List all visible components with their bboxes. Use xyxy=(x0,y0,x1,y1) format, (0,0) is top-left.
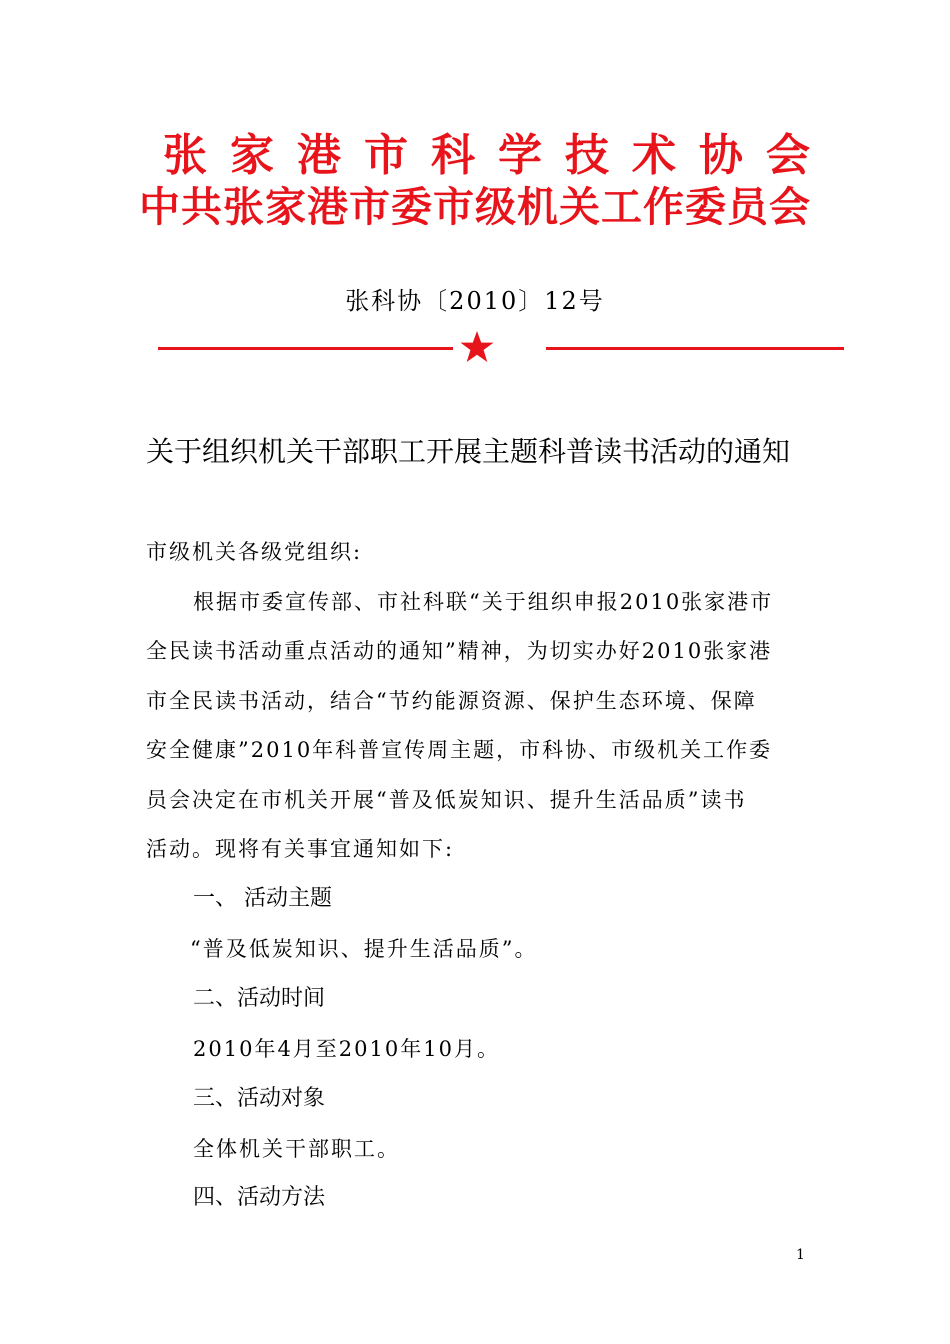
red-divider-right xyxy=(546,347,844,350)
section-content: 全体机关干部职工。 xyxy=(193,1137,400,1161)
section-content: 2010年4月至2010年10月。 xyxy=(193,1037,500,1061)
intro-line: 安全健康”2010年科普宣传周主题，市科协、市级机关工作委 xyxy=(146,738,773,762)
red-star-icon xyxy=(459,329,495,365)
notice-title: 关于组织机关干部职工开展主题科普读书活动的通知 xyxy=(146,435,791,468)
section-heading: 二、活动时间 xyxy=(193,986,326,1011)
document-number: 张科协〔2010〕12号 xyxy=(345,287,605,315)
section-heading: 三、活动对象 xyxy=(193,1086,326,1111)
section-heading: 一、 活动主题 xyxy=(193,886,332,911)
intro-line: 全民读书活动重点活动的通知”精神，为切实办好2010张家港 xyxy=(146,639,773,663)
intro-line: 活动。现将有关事宜通知如下: xyxy=(146,837,455,861)
issuing-org-line-2: 中共张家港市委市级机关工作委员会 xyxy=(139,183,811,231)
section-content: “普及低炭知识、提升生活品质”。 xyxy=(190,937,538,961)
page-number: 1 xyxy=(796,1247,805,1263)
intro-line: 员会决定在市机关开展“普及低炭知识、提升生活品质”读书 xyxy=(146,788,747,812)
issuing-org-line-1: 张家港市科学技术协会 xyxy=(163,130,833,181)
red-divider-left xyxy=(158,347,453,350)
section-heading: 四、活动方法 xyxy=(193,1185,326,1210)
intro-line: 根据市委宣传部、市社科联“关于组织申报2010张家港市 xyxy=(193,590,774,614)
intro-line: 市全民读书活动，结合“节约能源资源、保护生态环境、保障 xyxy=(146,689,757,713)
salutation: 市级机关各级党组织: xyxy=(146,540,363,564)
